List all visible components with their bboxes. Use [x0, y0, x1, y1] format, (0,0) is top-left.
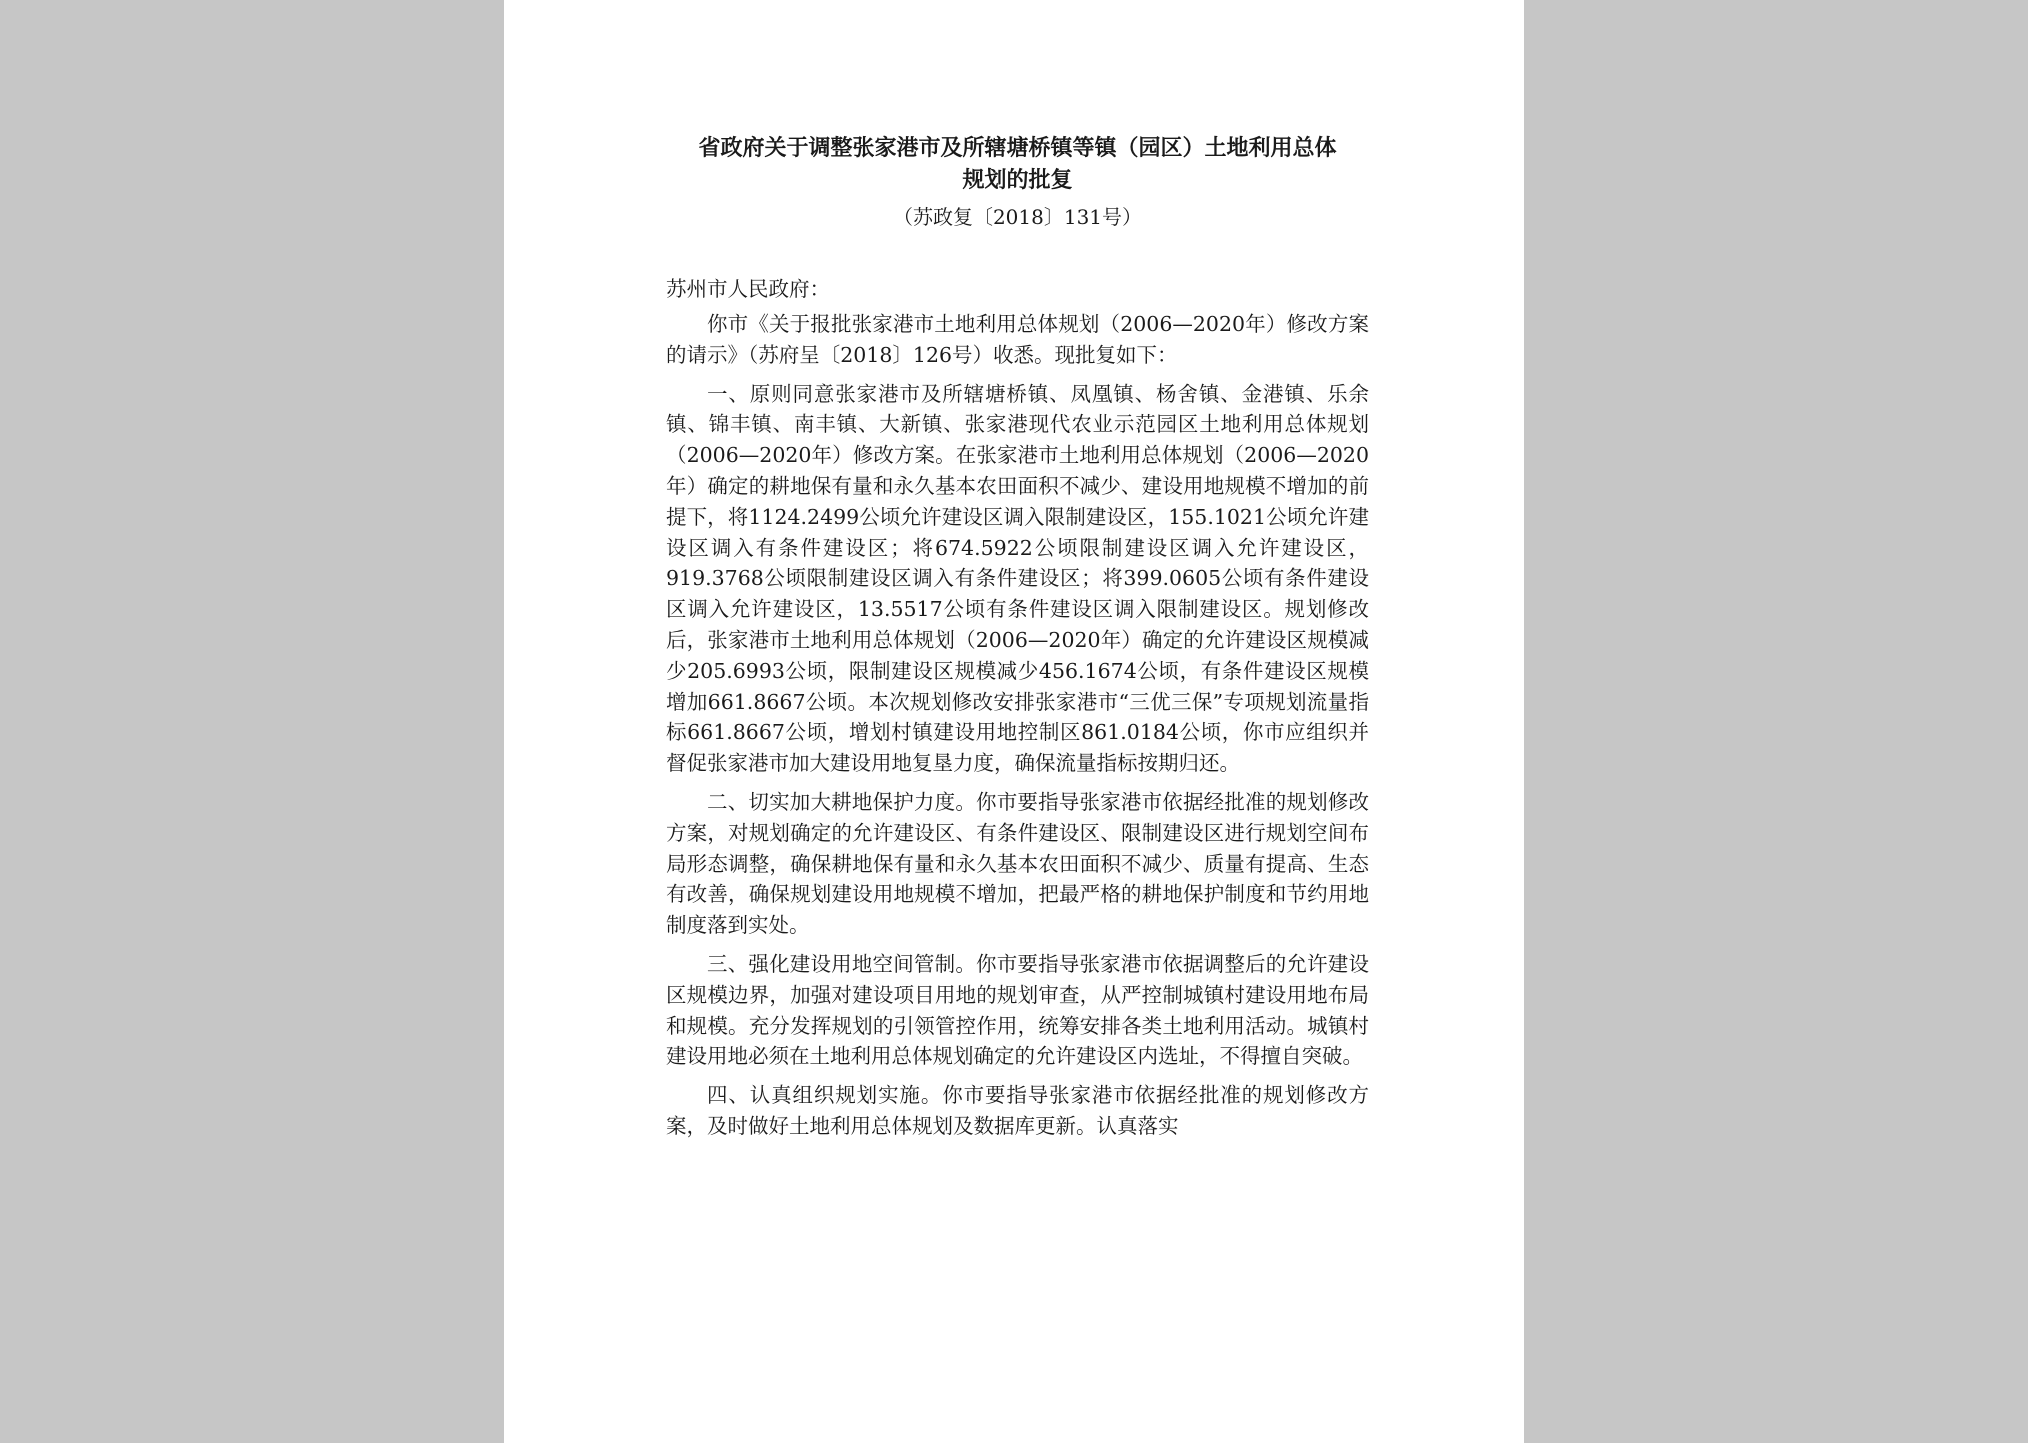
title-line-2: 规划的批复	[962, 167, 1073, 193]
paragraph-intro: 你市《关于报批张家港市土地利用总体规划（2006—2020年）修改方案的请示》（苏府呈〔2018〕126号）收悉。现批复如下：	[666, 312, 1369, 367]
paragraph-item-1: 一、原则同意张家港市及所辖塘桥镇、凤凰镇、杨舍镇、金港镇、乐余镇、锦丰镇、南丰镇、大新镇、张家港现代农业示范园区土地利用总体规划（2006—2020年）修改方案。在张家港市土地利用总体规划（2006—2020年）确定的耕地保有量和永久基本农田面积不减少、建设用地规模不增加的前提下，将1124.2499公顷允许建设区调入限制建设区，155.1021公顷允许建设区调入有条件建设区；将674.5922公顷限制建设区调入允许建设区，919.3768公顷限制建设区调入有条件建设区；将399.0605公顷有条件建设区调入允许建设区，13.5517公顷有条件建设区调入限制建设区。规划修改后，张家港市土地利用总体规划（2006—2020年）确定的允许建设区规模减少205.6993公顷，限制建设区规模减少456.1674公顷，有条件建设区规模增加661.8667公顷。本次规划修改安排张家港市“三优三保”专项规划流量指标661.8667公顷，增划村镇建设用地控制区861.0184公顷，你市应组织并督促张家港市加大建设用地复垦力度，确保流量指标按期归还。	[666, 381, 1369, 776]
document-number: （苏政复〔2018〕131号）	[892, 205, 1143, 229]
paragraph-item-2: 二、切实加大耕地保护力度。你市要指导张家港市依据经批准的规划修改方案，对规划确定的允许建设区、有条件建设区、限制建设区进行规划空间布局形态调整，确保耕地保有量和永久基本农田面积不减少、质量有提高、生态有改善，确保规划建设用地规模不增加，把最严格的耕地保护制度和节约用地制度落到实处。	[666, 789, 1369, 938]
document-title	[666, 132, 1369, 196]
paragraph-item-3: 三、强化建设用地空间管制。你市要指导张家港市依据调整后的允许建设区规模边界，加强对建设项目用地的规划审查，从严控制城镇村建设用地布局和规模。充分发挥规划的引领管控作用，统筹安排各类土地利用活动。城镇村建设用地必须在土地利用总体规划确定的允许建设区内选址，不得擅自突破。	[666, 951, 1369, 1069]
salutation: 苏州市人民政府：	[666, 277, 830, 301]
document-page	[504, 0, 1524, 1443]
paragraph-item-4: 四、认真组织规划实施。你市要指导张家港市依据经批准的规划修改方案，及时做好土地利用总体规划及数据库更新。认真落实	[666, 1083, 1369, 1138]
title-line-1: 省政府关于调整张家港市及所辖塘桥镇等镇（园区）土地利用总体	[698, 135, 1337, 161]
